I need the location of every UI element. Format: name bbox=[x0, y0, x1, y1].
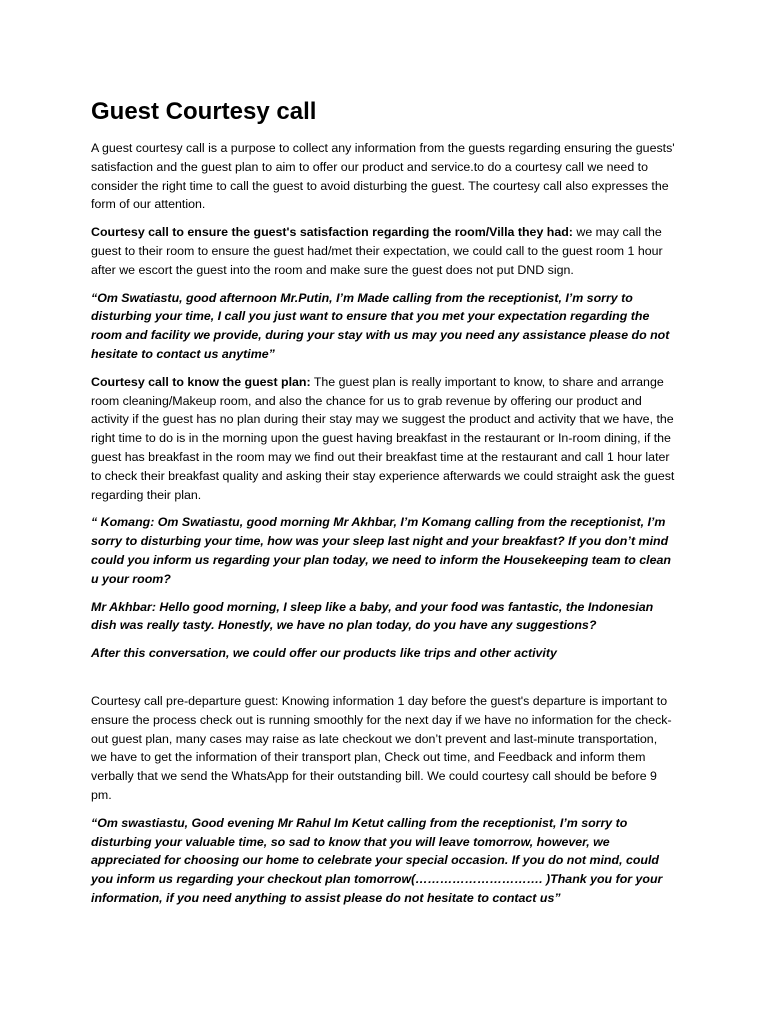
satisfaction-paragraph bbox=[91, 223, 676, 279]
guest-plan-body: The guest plan is really important to know, to share and arrange room cleaning/Makeup room, and also the chance for us to grab revenue by offering our product and activity if the guest has no plan during their stay may we suggest the product and activity that we have, the right time to do is in the morning upon the guest having breakfast in the restaurant or In-room dining, if the guest has breakfast in the room may we find out their breakfast time at the restaurant and call 1 hour later to check their breakfast quality and asking their stay experience afterwards we could straight ask the guest regarding their plan. bbox=[91, 374, 675, 502]
satisfaction-quote: “Om Swatiastu, good afternoon Mr.Putin, I’m Made calling from the receptionist, I’m sorry to disturbing your time, I call you just want to ensure that you met your expectation regarding the room and facility we provide, during your stay with us may you need any assistance please do not hesitate to contact us anytime” bbox=[91, 290, 670, 361]
satisfaction-body: we may call the guest to their room to ensure the guest had/met their expectation, we could call to the guest room 1 hour after we escort the guest into the room and make sure the guest does not put DND sign. bbox=[91, 225, 663, 277]
guest-plan-heading: Courtesy call to know the guest plan: bbox=[91, 374, 311, 389]
akhbar-quote: Mr Akhbar: Hello good morning, I sleep like a baby, and your food was fantastic, the Indonesian dish was really tasty. Honestly, we have no plan today, do you have any suggestions? bbox=[91, 599, 654, 633]
guest-plan-paragraph bbox=[91, 373, 676, 505]
pre-departure-paragraph: Courtesy call pre-departure guest: Knowing information 1 day before the guest's departure is important to ensure the process check out is running smoothly for the next day if we have no information for the check-out guest plan, many cases may raise as late checkout we don’t prevent and last-minute transportation, we have to get the information of their transport plan, Check out time, and Feedback and inform them verbally that we send the WhatsApp for their outstanding bill. We could courtesy call should be before 9 pm. bbox=[91, 693, 672, 802]
document-title: Guest Courtesy call bbox=[91, 98, 317, 125]
intro-paragraph: A guest courtesy call is a purpose to collect any information from the guests regarding ensuring the guests' satisfaction and the guest plan to aim to offer our product and service.to do a courtesy call we need to consider the right time to call the guest to avoid disturbing the guest. The courtesy call also expresses the form of our attention. bbox=[91, 141, 675, 212]
komang-quote: “ Komang: Om Swatiastu, good morning Mr Akhbar, I’m Komang calling from the receptionist, I’m sorry to disturbing your time, how was your sleep last night and your breakfast? If you don’t mind could you inform us regarding your plan today, we need to inform the Housekeeping team to clean u your room? bbox=[91, 515, 671, 586]
offer-note: After this conversation, we could offer our products like trips and other activity bbox=[91, 646, 557, 661]
pre-departure-quote: “Om swastiastu, Good evening Mr Rahul Im Ketut calling from the receptionist, I’m sorry to disturbing your valuable time, so sad to know that you will leave tomorrow, however, we appreciated for choosing our home to celebrate your special occasion. If you do not mind, could you inform us regarding your checkout plan tomorrow(…………………………. )Thank you for your information, if you need anything to assist please do not hesitate to contact us” bbox=[91, 815, 663, 905]
satisfaction-heading: Courtesy call to ensure the guest's satisfaction regarding the room/Villa they had: bbox=[91, 225, 573, 240]
section-spacer bbox=[91, 672, 676, 692]
